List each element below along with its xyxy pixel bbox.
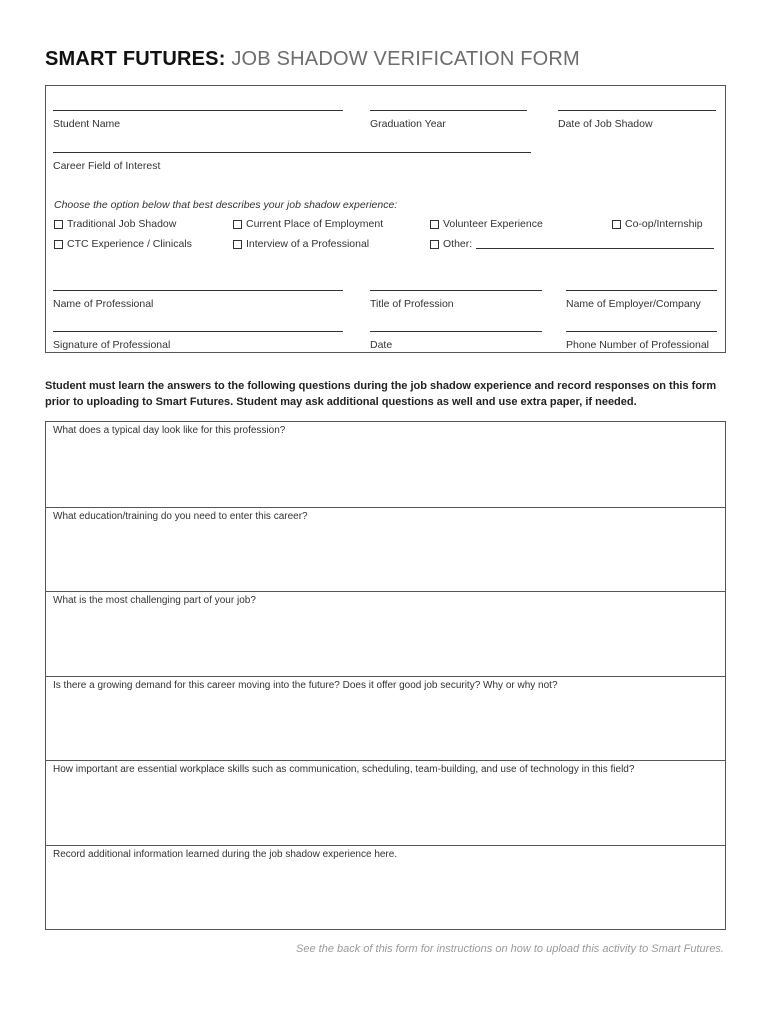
option-other[interactable]: Other: xyxy=(430,238,714,250)
phone-label: Phone Number of Professional xyxy=(566,339,709,351)
employer-label: Name of Employer/Company xyxy=(566,298,701,310)
question-workplace-skills[interactable]: How important are essential workplace skills such as communication, scheduling, team-building, and use of technology in this field? xyxy=(46,760,725,845)
experience-prompt: Choose the option below that best describes your job shadow experience: xyxy=(54,199,398,211)
checkbox-icon[interactable] xyxy=(430,240,439,249)
career-field-label: Career Field of Interest xyxy=(53,160,161,172)
question-education-training[interactable]: What education/training do you need to enter this career? xyxy=(46,507,725,592)
student-name-label: Student Name xyxy=(53,118,121,130)
page-title xyxy=(45,48,580,71)
employer-field[interactable] xyxy=(566,290,717,310)
profession-title-field[interactable] xyxy=(370,290,542,310)
title-brand: SMART FUTURES: xyxy=(45,48,226,70)
other-input-line[interactable] xyxy=(476,239,714,249)
checkbox-icon[interactable] xyxy=(233,240,242,249)
checkbox-icon[interactable] xyxy=(54,240,63,249)
footer-note: See the back of this form for instructions on how to upload this activity to Smart Futures. xyxy=(296,943,724,955)
option-coop-internship[interactable]: Co-op/Internship xyxy=(612,218,703,230)
option-interview-professional[interactable]: Interview of a Professional xyxy=(233,238,369,250)
professional-name-field[interactable] xyxy=(53,290,343,310)
checkbox-icon[interactable] xyxy=(612,220,621,229)
instructions-text: Student must learn the answers to the following questions during the job shadow experience and record responses on this form prior to uploading to Smart Futures. Student may ask additional questions as well and use extra paper, if needed. xyxy=(45,380,717,408)
date-label: Date xyxy=(370,339,393,351)
option-traditional-job-shadow[interactable]: Traditional Job Shadow xyxy=(54,218,176,230)
profession-title-label: Title of Profession xyxy=(370,298,454,310)
option-volunteer-experience[interactable]: Volunteer Experience xyxy=(430,218,543,230)
job-shadow-date-label: Date of Job Shadow xyxy=(558,118,653,130)
job-shadow-date-field[interactable] xyxy=(558,110,716,130)
career-field-input[interactable] xyxy=(53,152,531,172)
signature-label: Signature of Professional xyxy=(53,339,171,351)
question-challenging-part[interactable]: What is the most challenging part of your job? xyxy=(46,591,725,676)
option-current-employment[interactable]: Current Place of Employment xyxy=(233,218,383,230)
graduation-year-field[interactable] xyxy=(370,110,527,130)
date-field[interactable] xyxy=(370,331,542,351)
questions-section xyxy=(45,421,726,930)
checkbox-icon[interactable] xyxy=(233,220,242,229)
student-info-section xyxy=(45,85,726,353)
checkbox-icon[interactable] xyxy=(54,220,63,229)
graduation-year-label: Graduation Year xyxy=(370,118,446,130)
question-typical-day[interactable]: What does a typical day look like for this profession? xyxy=(53,425,286,436)
professional-name-label: Name of Professional xyxy=(53,298,154,310)
option-ctc-clinicals[interactable]: CTC Experience / Clinicals xyxy=(54,238,192,250)
professional-signature-field[interactable] xyxy=(53,331,343,351)
student-name-field[interactable] xyxy=(53,110,343,130)
question-growing-demand[interactable]: Is there a growing demand for this career moving into the future? Does it offer good job security? Why or why not? xyxy=(46,676,725,761)
title-form-name: JOB SHADOW VERIFICATION FORM xyxy=(231,48,580,70)
question-additional-info[interactable]: Record additional information learned during the job shadow experience here. xyxy=(46,845,725,930)
checkbox-icon[interactable] xyxy=(430,220,439,229)
phone-field[interactable] xyxy=(566,331,717,351)
